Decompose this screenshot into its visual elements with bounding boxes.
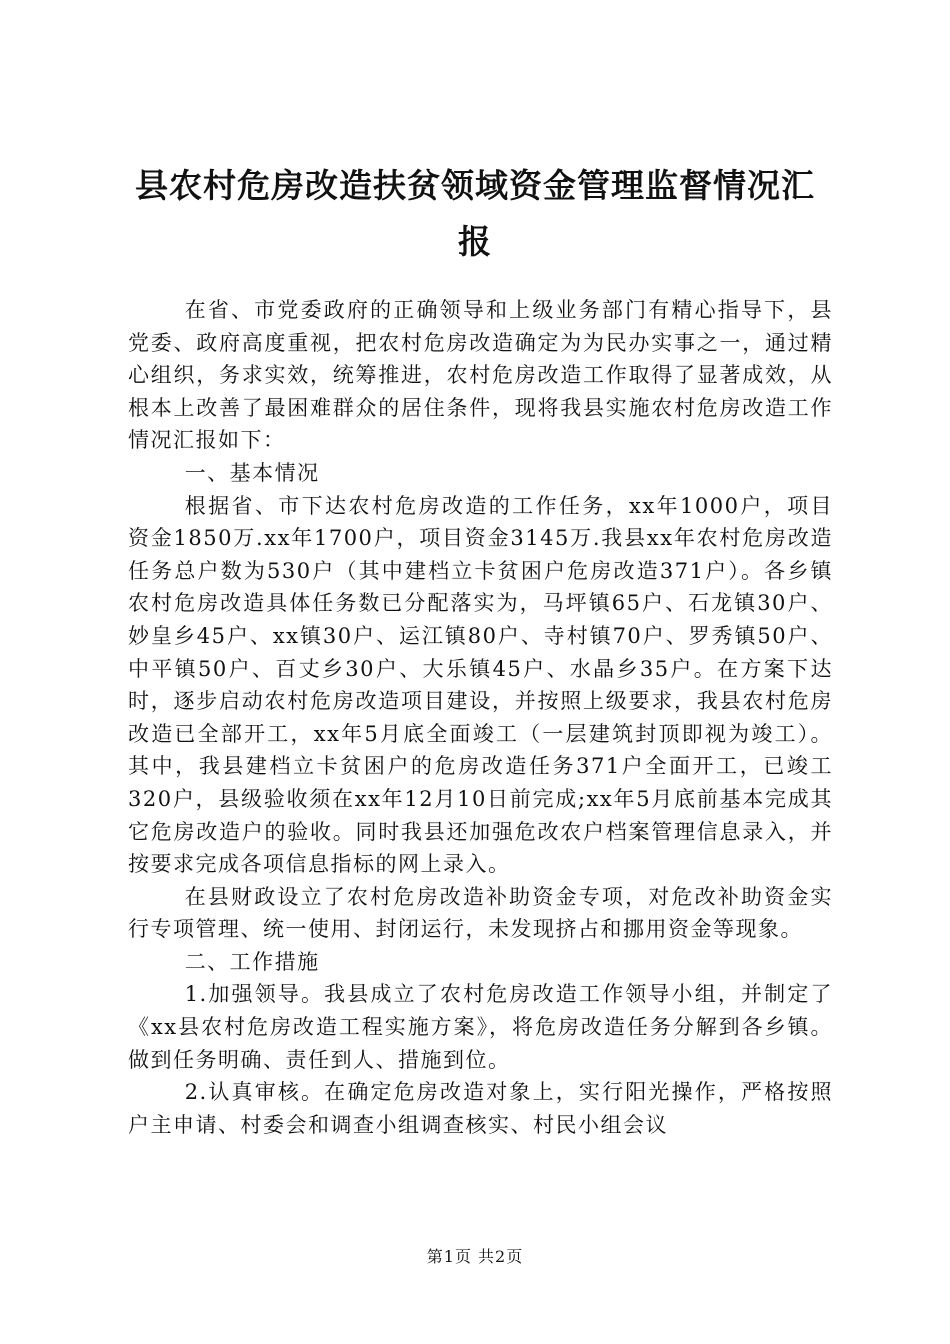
document-body [128, 294, 833, 1141]
intro-paragraph: 在省、市党委政府的正确领导和上级业务部门有精心指导下，县党委、政府高度重视，把农村危房改造确定为为民办实事之一，通过精心组织，务求实效，统筹推进，农村危房改造工作取得了显著成效，从根本上改善了最困难群众的居住条件，现将我县实施农村危房改造工作情况汇报如下： [128, 298, 833, 453]
body-paragraph: 2.认真审核。在确定危房改造对象上，实行阳光操作，严格按照户主申请、村委会和调查小组调查核实、村民小组会议 [128, 1080, 833, 1137]
body-paragraph: 根据省、市下达农村危房改造的工作任务，xx年1000户，项目资金1850万.xx年1700户，项目资金3145万.我县xx年农村危房改造任务总户数为530户（其中建档立卡贫困户危房改造371户）。各乡镇农村危房改造具体任务数已分配落实为，马坪镇65户、石龙镇30户、妙皇乡45户、xx镇30户、运江镇80户、寺村镇70户、罗秀镇50户、中平镇50户、百丈乡30户、大乐镇45户、水晶乡35户。在方案下达时，逐步启动农村危房改造项目建设，并按照上级要求，我县农村危房改造已全部开工，xx年5月底全面竣工（一层建筑封顶即视为竣工）。其中，我县建档立卡贫困户的危房改造任务371户全面开工，已竣工320户，县级验收须在xx年12月10日前完成;xx年5月底前基本完成其它危房改造户的验收。同时我县还加强危改农户档案管理信息录入，并按要求完成各项信息指标的网上录入。 [128, 493, 833, 877]
section-heading-basic: 一、基本情况 [184, 460, 320, 485]
title-line-2: 报 [458, 222, 492, 261]
body-paragraph: 1.加强领导。我县成立了农村危房改造工作领导小组，并制定了《xx县农村危房改造工程实施方案》，将危房改造任务分解到各乡镇。做到任务明确、责任到人、措施到位。 [128, 982, 833, 1072]
document-title [100, 158, 850, 270]
body-paragraph: 在县财政设立了农村危房改造补助资金专项，对危改补助资金实行专项管理、统一使用、封闭运行，未发现挤占和挪用资金等现象。 [128, 884, 833, 942]
page-footer: 第1页 共2页 [426, 1247, 524, 1266]
title-line-1: 县农村危房改造扶贫领域资金管理监督情况汇 [135, 166, 815, 205]
section-heading-measures: 二、工作措施 [184, 949, 320, 974]
